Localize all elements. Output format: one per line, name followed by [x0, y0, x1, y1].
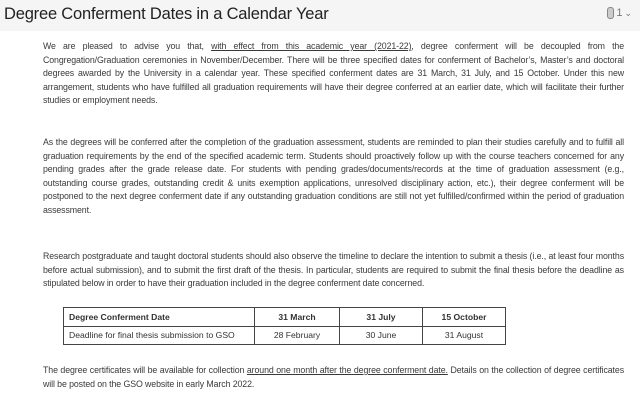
attachment-button[interactable] — [607, 7, 632, 19]
attachment-count: 1 — [616, 7, 623, 19]
table-cell: 30 June — [340, 327, 423, 345]
table-cell: Deadline for final thesis submission to GSO — [64, 327, 255, 345]
table-header: Degree Conferment Date — [64, 308, 255, 327]
paragraph-graduation-assessment — [43, 136, 624, 218]
table-header: 31 July — [340, 308, 423, 327]
p3-text: Research postgraduate and taught doctoral students should also observe the timeline to declare the intention to submit a thesis (i.e., at least four months before actual submission), and to submit the first draft of the thesis. In particular, students are required to submit the final thesis before the deadline as stipulated below in order to have their graduation included in the degree conferment date concerned. — [43, 251, 624, 289]
paragraph-effective-date — [43, 40, 624, 108]
email-subject: Degree Conferment Dates in a Calendar Year — [4, 5, 329, 23]
table-row — [64, 327, 506, 345]
p4-text-b: Details on the collection of degree certificates will be posted on the GSO website in early March 2022. — [43, 365, 624, 389]
p1-underlined: with effect from this academic year (2021-22) — [211, 41, 412, 51]
p1-text-a: We are pleased to advise you that, — [43, 41, 212, 51]
paragraph-certificates — [43, 364, 624, 391]
p4-underlined: around one month after the degree conferment date. — [246, 365, 448, 375]
table-cell: 28 February — [255, 327, 340, 345]
email-header — [0, 0, 640, 31]
table-cell: 31 August — [423, 327, 506, 345]
table-header: 15 October — [423, 308, 506, 327]
chevron-down-icon: ⌄ — [624, 7, 632, 18]
paragraph-thesis-timeline — [43, 250, 624, 291]
table-header: 31 March — [255, 308, 340, 327]
paperclip-icon — [607, 7, 614, 19]
conferment-table — [63, 307, 506, 345]
p4-text-a: The degree certificates will be available for collection — [43, 365, 247, 375]
table-header-row — [64, 308, 506, 327]
p2-text: As the degrees will be conferred after the completion of the graduation assessment, students are reminded to plan their studies carefully and to fulfill all graduation requirements by the end of the specified academic term. Students should proactively follow up with the course teachers concerned for any pending grades after the grade release date. For students with pending grades/documents/records at the time of graduation assessment (e.g., outstanding course grades, outstanding credit & units exemption applications, unresolved disciplinary action, etc.), their degree conferment will be postponed to the next degree conferment date if any outstanding graduation conditions are still not yet fulfilled/confirmed within the period of graduation assessment. — [43, 137, 624, 215]
p1-text-b: , degree conferment will be decoupled from the Congregation/Graduation ceremonies in November/December. There will be three specified dates for conferment of Bachelor’s, Master’s and doctoral degrees awarded by the University in a calendar year. These specified conferment dates are 31 March, 31 July, and 15 October. Under this new arrangement, students who have fulfilled all graduation requirements will have their degree conferred at an earlier date, which will facilitate their further studies or employment needs. — [43, 41, 624, 106]
